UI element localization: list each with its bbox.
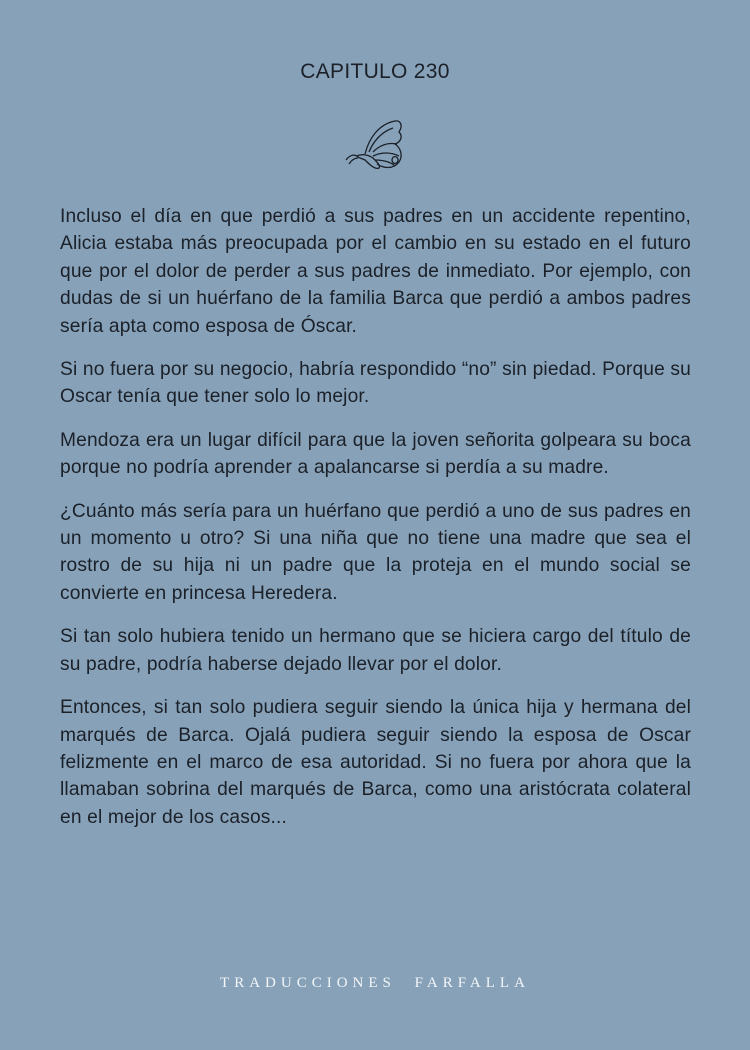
paragraph: Si tan solo hubiera tenido un hermano que se hiciera cargo del título de su padre, podría haberse dejado llevar por el dolor. [60, 626, 691, 675]
chapter-body [60, 203, 691, 847]
chapter-title: CAPITULO 230 [300, 60, 450, 83]
paragraph: Si no fuera por su negocio, habría respondido “no” sin piedad. Porque su Oscar tenía que tener solo lo mejor. [60, 359, 691, 408]
paragraph: Mendoza era un lugar difícil para que la joven señorita golpeara su boca porque no podría aprender a apalancarse si perdía a su madre. [60, 429, 691, 479]
paragraph: Entonces, si tan solo pudiera seguir siendo la única hija y hermana del marqués de Barca. Ojalá pudiera seguir siendo la esposa de Oscar felizmente en el marco de esa autoridad. Si no fuera por ahora que la llamaban sobrina del marqués de Barca, como una aristócrata colateral en el mejor de los casos... [60, 697, 691, 828]
paragraph: Incluso el día en que perdió a sus padres en un accidente repentino, Alicia estaba más preocupada por el cambio en su estado en el futuro que por el dolor de perder a sus padres de inmediato. Por ejemplo, con dudas de si un huérfano de la familia Barca que perdió a ambos padres sería apta como esposa de Óscar. [60, 206, 691, 337]
butterfly-icon [343, 118, 407, 176]
footer-credit: TRADUCCIONES FARFALLA [220, 975, 530, 991]
paragraph: ¿Cuánto más sería para un huérfano que perdió a uno de sus padres en un momento u otro? Si una niña que no tiene una madre que sea el rostro de su hija ni un padre que la proteja en el mundo social se convierte en princesa Heredera. [60, 500, 691, 604]
